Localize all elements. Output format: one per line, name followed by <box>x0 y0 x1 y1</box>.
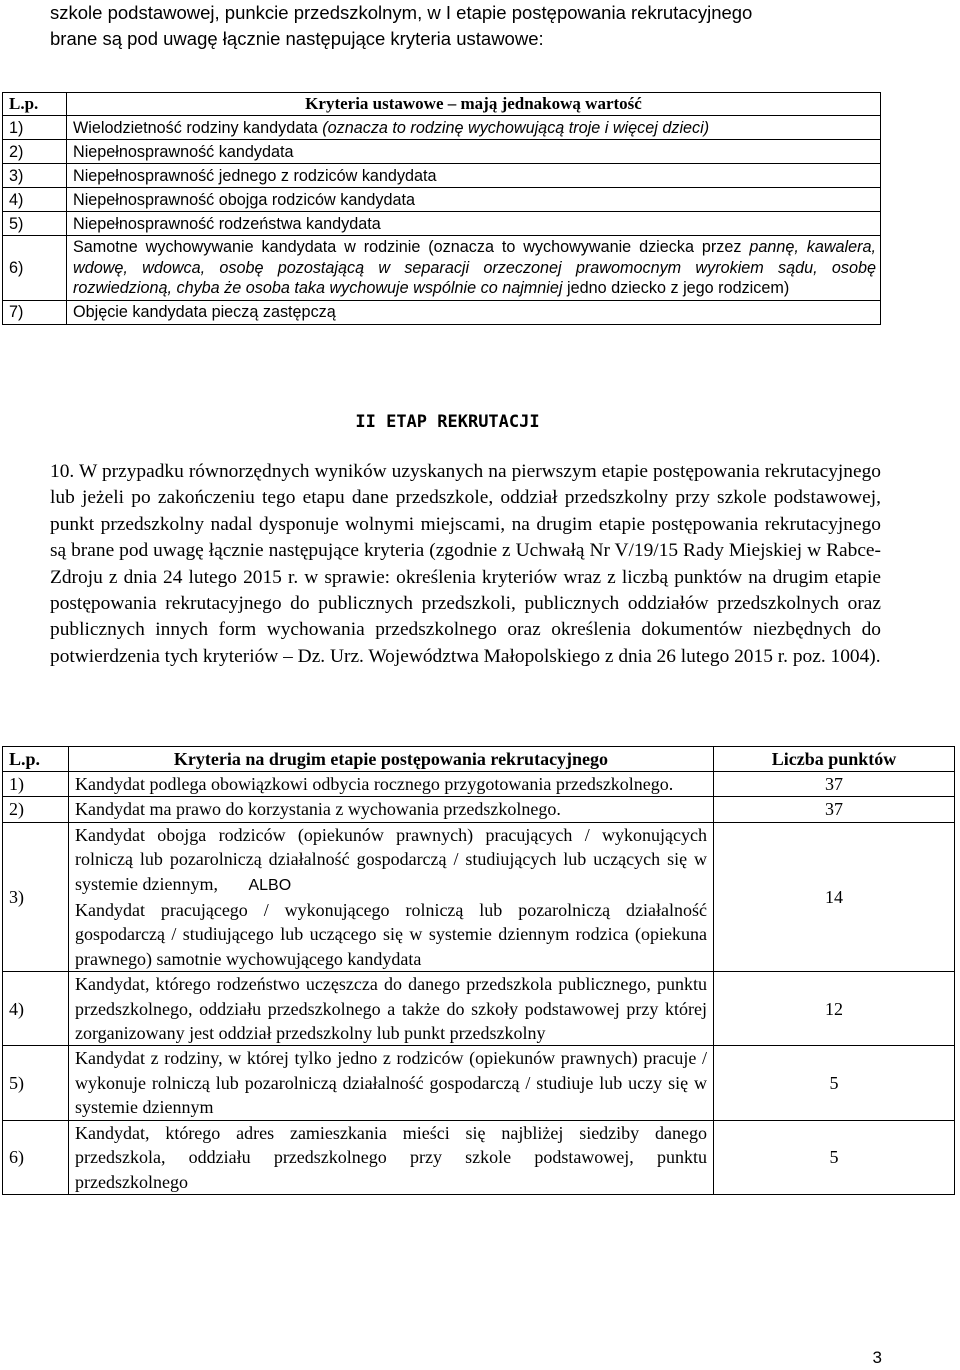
table-row <box>3 236 881 301</box>
table-row <box>3 300 881 324</box>
page-number: 3 <box>872 1348 882 1367</box>
row-criterion: Wielodzietność rodziny kandydata (oznacza to rodzinę wychowującą troje i więcej dzieci) <box>67 116 881 140</box>
paragraph-text: W przypadku równorzędnych wyników uzyskanych na pierwszym etapie postępowania rekrutacyjnego lub jeżeli po zakończeniu tego etapu dane przedszkole, oddział przedszkolny przy szkole podstawowej, punkt przedszkolny nadal dysponuje wolnymi miejscami, na drugim etapie postępowania rekrutacyjnego są brane pod uwagę łącznie następujące kryteria (zgodnie z Uchwałą Nr V/19/15 Rady Miejskiej w Rabce-Zdroju z dnia 24 lutego 2015 r. w sprawie: określenia kryteriów wraz z liczbą punktów na drugim etapie postępowania rekrutacyjnego do publicznych przedszkoli, publicznych oddziałów przedszkolnych oraz publicznych innych form wychowania przedszkolnego oraz określenia dokumentów niezbędnych do potwierdzenia tych kryteriów – Dz. Urz. Województwa Małopolskiego z dnia 26 lutego 2015 r. poz. 1004). <box>50 461 882 667</box>
row-criterion: Kandydat ma prawo do korzystania z wychowania przedszkolnego. <box>69 797 714 822</box>
row-number: 6) <box>3 1120 69 1194</box>
row-criterion: Kandydat podlega obowiązkowi odbycia rocznego przygotowania przedszkolnego. <box>69 772 714 797</box>
row-criterion: Samotne wychowywanie kandydata w rodzinie (oznacza to wychowywanie dziecka przez pannę, kawalera, wdowę, wdowca, osobę pozostającą w separacji orzeczonej prawomocnym wyrokiem sądu, osobę rozwiedzioną, chyba że osoba taka wychowuje wspólnie co najmniej jedno dziecko z jego rodzicem) <box>67 236 881 301</box>
row-points: 37 <box>714 772 955 797</box>
row-number: 4) <box>3 188 67 212</box>
header-points: Liczba punktów <box>714 747 955 772</box>
table-header-row <box>3 747 955 772</box>
table-row <box>3 164 881 188</box>
row-number: 1) <box>3 116 67 140</box>
row-number: 6) <box>3 236 67 301</box>
table-row <box>3 212 881 236</box>
second-stage-criteria-table <box>2 746 955 1195</box>
row-number: 5) <box>3 212 67 236</box>
header-criteria: Kryteria ustawowe – mają jednakową wartość <box>67 93 881 116</box>
row-points: 5 <box>714 1046 955 1120</box>
row-criterion: Niepełnosprawność rodzeństwa kandydata <box>67 212 881 236</box>
row-number: 2) <box>3 140 67 164</box>
paragraph-number: 10. <box>50 461 75 482</box>
table-row <box>3 188 881 212</box>
table-row <box>3 972 955 1046</box>
header-criteria: Kryteria na drugim etapie postępowania rekrutacyjnego <box>69 747 714 772</box>
header-lp: L.p. <box>3 93 67 116</box>
table-header-row <box>3 93 881 116</box>
intro-line-1: szkole podstawowej, punkcie przedszkolnym, w I etapie postępowania rekrutacyjnego <box>50 2 753 23</box>
row-points: 5 <box>714 1120 955 1194</box>
table-row <box>3 116 881 140</box>
row-points: 14 <box>714 822 955 971</box>
table-row <box>3 140 881 164</box>
table-row <box>3 1120 955 1194</box>
intro-line-2: brane są pod uwagę łącznie następujące kryteria ustawowe: <box>50 28 544 49</box>
row-criterion: Kandydat, którego rodzeństwo uczęszcza do danego przedszkola publicznego, punktu przedszkolnego, oddziału przedszkolnego a także do szkoły podstawowej przy której zorganizowany jest oddział przedszkolny lub punkt przedszkolny <box>69 972 714 1046</box>
row-number: 1) <box>3 772 69 797</box>
row-criterion: Niepełnosprawność kandydata <box>67 140 881 164</box>
intro-text <box>50 0 885 52</box>
table-row <box>3 822 955 971</box>
paragraph-10 <box>50 459 881 670</box>
row-criterion: Kandydat obojga rodziców (opiekunów prawnych) pracujących / wykonujących rolniczą lub pozarolniczą działalność gospodarczą / studiujących lub uczących się w systemie dziennym, ALBO Kandydat pracującego / wykonującego rolniczą lub pozarolniczą działalność gospodarczą / studiującego lub uczącego się w systemie dziennym rodzica (opiekuna prawnego) samotnie wychowującego kandydata <box>69 822 714 971</box>
table-row <box>3 772 955 797</box>
table-row <box>3 1046 955 1120</box>
row-points: 37 <box>714 797 955 822</box>
statutory-criteria-table <box>2 92 881 325</box>
row-criterion: Kandydat, którego adres zamieszkania mieści się najbliżej siedziby danego przedszkola, oddziału przedszkolnego przy szkole podstawowej, punktu przedszkolnego <box>69 1120 714 1194</box>
row-criterion: Niepełnosprawność obojga rodziców kandydata <box>67 188 881 212</box>
row-number: 4) <box>3 972 69 1046</box>
row-criterion: Niepełnosprawność jednego z rodziców kandydata <box>67 164 881 188</box>
row-criterion: Kandydat z rodziny, w której tylko jedno z rodziców (opiekunów prawnych) pracuje / wykonuje rolniczą lub pozarolniczą działalność gospodarczą / studiuje lub uczy się w systemie dziennym <box>69 1046 714 1120</box>
row-number: 3) <box>3 164 67 188</box>
row-number: 7) <box>3 300 67 324</box>
row-points: 12 <box>714 972 955 1046</box>
row-number: 2) <box>3 797 69 822</box>
row-number: 5) <box>3 1046 69 1120</box>
section-heading: II ETAP REKRUTACJI <box>355 412 540 432</box>
row-criterion: Objęcie kandydata pieczą zastępczą <box>67 300 881 324</box>
table-row <box>3 797 955 822</box>
header-lp: L.p. <box>3 747 69 772</box>
row-number: 3) <box>3 822 69 971</box>
albo-label: ALBO <box>248 876 292 894</box>
